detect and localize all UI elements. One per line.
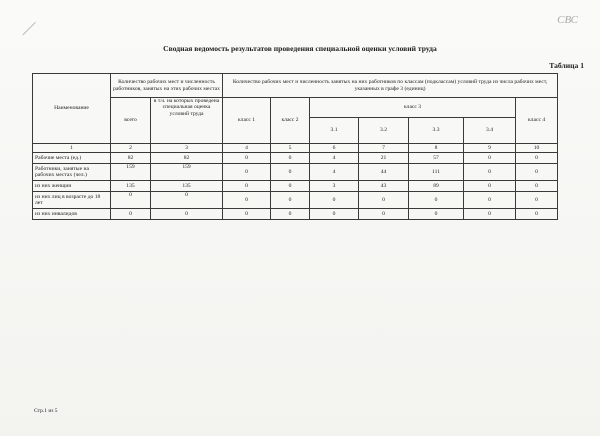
table-cell: 57 [409,153,464,164]
table-cell: 4 [310,153,359,164]
table-cell: 0 [223,153,271,164]
column-numbers-row [33,144,558,153]
table-cell: 0 [271,153,310,164]
handwritten-stamp: СВС [557,14,578,26]
table-body [33,74,558,220]
table-cell: 0 [359,192,409,209]
header-class-3: класс 3 [310,98,516,118]
table-cell: 0 [516,209,558,220]
table-cell: 82 [151,153,223,164]
row-label: из них лиц в возрасте до 18 лет [33,192,111,209]
page-number: Стр.1 из 5 [34,408,58,414]
document-title: Сводная ведомость результатов проведения специальной оценки условий труда [163,44,437,53]
table-cell: 0 [464,192,516,209]
table-cell: 0 [464,181,516,192]
table-cell: 0 [223,181,271,192]
header-class-3-1: 3.1 [310,118,359,144]
table-cell: 0 [310,192,359,209]
table-cell: 0 [271,164,310,181]
table-row [33,209,558,220]
table-row [33,153,558,164]
header-class-3-3: 3.3 [409,118,464,144]
header-class-2: класс 2 [271,98,310,144]
table-cell: 0 [111,209,151,220]
table-cell: 0 [271,209,310,220]
table-cell: 0 [271,181,310,192]
table-cell: 3 [310,181,359,192]
table-cell: 0 [516,153,558,164]
col-number: 2 [111,144,151,153]
header-name: Наименование [33,74,111,144]
table-cell: 0 [151,192,223,209]
table-cell: 0 [359,209,409,220]
header-class-3-2: 3.2 [359,118,409,144]
table-cell: 0 [516,181,558,192]
table-cell: 0 [223,164,271,181]
table-cell: 21 [359,153,409,164]
table-cell: 0 [310,209,359,220]
row-label: из них женщин [33,181,111,192]
table-row [33,181,558,192]
table-cell: 0 [464,164,516,181]
header-workplaces-group: Количество рабочих мест и численность работников, занятых на этих рабочих местах [111,74,223,98]
row-label: из них инвалидов [33,209,111,220]
table-cell: 82 [111,153,151,164]
col-number: 9 [464,144,516,153]
table-cell: 4 [310,164,359,181]
header-total: всего [111,98,151,144]
table-cell: 44 [359,164,409,181]
table-cell: 135 [151,181,223,192]
col-number: 3 [151,144,223,153]
row-label: Рабочие места (ед.) [33,153,111,164]
header-classes-group: Количество рабочих мест и численность занятых на них работников по классам (подклассам) условий труда из числа рабочих мест, указанных в графе 3 (единиц) [223,74,558,98]
table-cell: 135 [111,181,151,192]
table-label: Таблица 1 [549,61,584,70]
header-class-3-4: 3.4 [464,118,516,144]
table-row [33,164,558,181]
table-cell: 0 [223,209,271,220]
table-cell: 0 [409,192,464,209]
col-number: 8 [409,144,464,153]
table-cell: 0 [409,209,464,220]
col-number: 10 [516,144,558,153]
table-cell: 159 [151,164,223,181]
table-cell: 0 [464,153,516,164]
col-number: 6 [310,144,359,153]
table-cell: 89 [409,181,464,192]
header-assessed: в т.ч. на которых проведена специальная оценка условий труда [151,98,223,144]
header-class-4: класс 4 [516,98,558,144]
col-number: 5 [271,144,310,153]
results-table [32,73,558,220]
table-row [33,192,558,209]
table-cell: 111 [409,164,464,181]
table-cell: 0 [271,192,310,209]
table-cell: 0 [516,192,558,209]
header-class-1: класс 1 [223,98,271,144]
table-cell: 0 [111,192,151,209]
row-label: Работники, занятые на рабочих местах (чел.) [33,164,111,181]
table-cell: 0 [464,209,516,220]
table-cell: 0 [516,164,558,181]
col-number: 7 [359,144,409,153]
col-number: 1 [33,144,111,153]
table-cell: 43 [359,181,409,192]
table-cell: 0 [151,209,223,220]
table-cell: 159 [111,164,151,181]
table-cell: 0 [223,192,271,209]
col-number: 4 [223,144,271,153]
